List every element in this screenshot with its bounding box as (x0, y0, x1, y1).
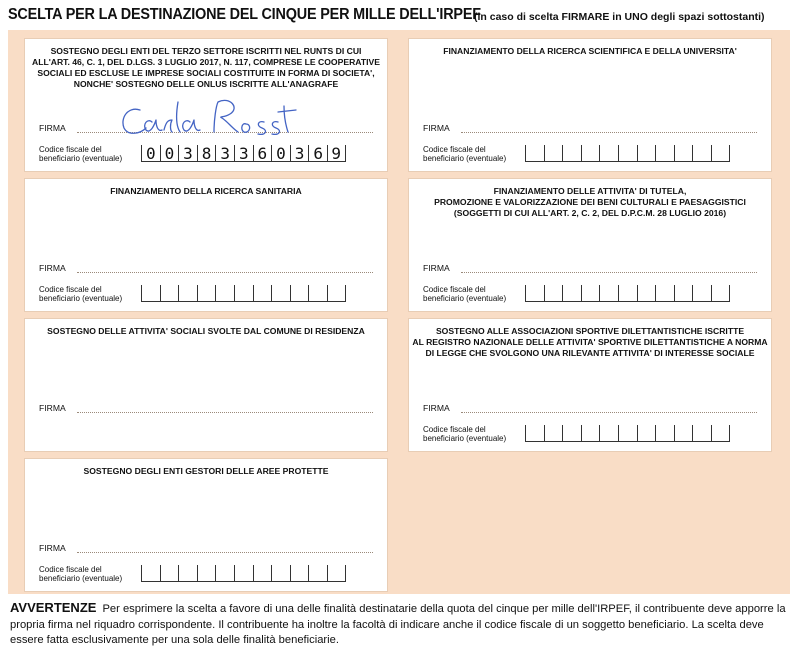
cf-label-line: Codice fiscale del (39, 145, 102, 154)
box-title-line: PROMOZIONE E VALORIZZAZIONE DEI BENI CULTURALI E PAESAGGISTICI (434, 197, 746, 207)
cf-digit-cell[interactable] (581, 425, 600, 442)
cf-digit-cell[interactable] (271, 565, 290, 582)
box-title (25, 466, 387, 477)
handwritten-signature (118, 92, 298, 144)
form-header (8, 6, 794, 32)
box-title (409, 186, 771, 219)
signature-line (461, 272, 757, 273)
cf-digit-cell[interactable]: 9 (327, 145, 346, 162)
signature-field[interactable] (423, 263, 757, 277)
cf-digit-cell[interactable]: 3 (290, 145, 309, 162)
cf-digit-cell[interactable] (525, 285, 544, 302)
box-associazioni-sportive (408, 318, 772, 452)
signature-line (77, 272, 373, 273)
cf-digit-cell[interactable] (544, 425, 563, 442)
cf-label-line: beneficiario (eventuale) (423, 434, 507, 443)
signature-line (461, 412, 757, 413)
cf-digit-cell[interactable] (562, 145, 581, 162)
signature-field[interactable] (423, 123, 757, 137)
cf-label-line: Codice fiscale del (423, 425, 486, 434)
box-title-line: SOSTEGNO DEGLI ENTI GESTORI DELLE AREE PROTETTE (83, 466, 329, 476)
cf-digit-cell[interactable] (327, 285, 346, 302)
cf-label (423, 145, 523, 163)
cf-label (39, 565, 139, 583)
cf-digit-cell[interactable] (655, 285, 674, 302)
box-title (409, 46, 771, 57)
cf-label (39, 145, 139, 163)
cf-digit-cell[interactable] (692, 425, 711, 442)
cf-digit-cell[interactable] (581, 285, 600, 302)
firma-label: FIRMA (39, 123, 66, 133)
cf-digit-cell[interactable] (178, 565, 197, 582)
cf-label-line: beneficiario (eventuale) (39, 154, 123, 163)
cf-digit-cell[interactable] (618, 425, 637, 442)
cf-digit-cell[interactable]: 3 (178, 145, 197, 162)
box-title-line: (SOGGETTI DI CUI ALL'ART. 2, C. 2, DEL D.P.C.M. 28 LUGLIO 2016) (453, 208, 727, 218)
box-beni-culturali (408, 178, 772, 312)
signature-field[interactable] (39, 543, 373, 557)
firma-label: FIRMA (423, 403, 450, 413)
box-ricerca-scientifica (408, 38, 772, 172)
cf-digit-cell[interactable] (674, 285, 693, 302)
cf-digit-cell[interactable] (308, 285, 327, 302)
cf-digit-cell[interactable] (544, 285, 563, 302)
signature-line (77, 552, 373, 553)
cf-digit-cell[interactable] (234, 565, 253, 582)
box-title-line: AL REGISTRO NAZIONALE DELLE ATTIVITA' SPORTIVE DILETTANTISTICHE A NORMA (412, 337, 768, 347)
cf-digit-cell[interactable]: 6 (253, 145, 272, 162)
cf-input[interactable] (525, 145, 730, 162)
cf-digit-cell[interactable] (637, 425, 656, 442)
signature-line (77, 412, 373, 413)
cf-label-line: beneficiario (eventuale) (423, 154, 507, 163)
cf-label-line: beneficiario (eventuale) (423, 294, 507, 303)
box-title-line: SOSTEGNO ALLE ASSOCIAZIONI SPORTIVE DILETTANTISTICHE ISCRITTE (435, 326, 745, 336)
cf-input[interactable] (525, 285, 730, 302)
cf-digit-cell[interactable]: 0 (141, 145, 160, 162)
cf-digit-cell[interactable] (674, 145, 693, 162)
cf-label-line: Codice fiscale del (39, 285, 102, 294)
box-title-line: FINANZIAMENTO DELLA RICERCA SCIENTIFICA E DELLA UNIVERSITA' (443, 46, 737, 56)
cf-digit-cell[interactable] (178, 285, 197, 302)
cf-digit-cell[interactable] (562, 425, 581, 442)
box-title (409, 326, 771, 359)
cf-label-line: Codice fiscale del (39, 565, 102, 574)
cf-digit-cell[interactable] (253, 285, 272, 302)
cf-digit-cell[interactable] (692, 145, 711, 162)
cf-label-line: beneficiario (eventuale) (39, 294, 123, 303)
cf-digit-cell[interactable] (711, 145, 730, 162)
cf-digit-cell[interactable] (215, 565, 234, 582)
form-subtitle: (in caso di scelta FIRMARE in UNO degli spazi sottostanti) (474, 11, 765, 23)
cf-digit-cell[interactable] (197, 565, 216, 582)
warnings-label: AVVERTENZE (10, 600, 97, 615)
cf-digit-cell[interactable] (290, 565, 309, 582)
cf-digit-cell[interactable] (271, 285, 290, 302)
cf-digit-cell[interactable]: 3 (234, 145, 253, 162)
box-title-line: SOCIALI ED ESCLUSE LE IMPRESE SOCIALI COSTITUITE IN FORMA DI SOCIETA', (37, 68, 375, 78)
firma-label: FIRMA (39, 543, 66, 553)
cf-digit-cell[interactable] (215, 285, 234, 302)
firma-label: FIRMA (39, 403, 66, 413)
cf-digit-cell[interactable]: 3 (215, 145, 234, 162)
cf-digit-cell[interactable] (290, 285, 309, 302)
cf-digit-cell[interactable] (525, 145, 544, 162)
box-title-line: NONCHE' SOSTEGNO DELLE ONLUS ISCRITTE ALL'ANAGRAFE (73, 79, 339, 89)
cf-label-line: Codice fiscale del (423, 145, 486, 154)
warnings (10, 600, 786, 649)
cf-input[interactable] (141, 145, 346, 162)
cf-digit-cell[interactable] (327, 565, 346, 582)
cf-label-line: Codice fiscale del (423, 285, 486, 294)
cf-digit-cell[interactable] (711, 285, 730, 302)
cf-digit-cell[interactable]: 6 (308, 145, 327, 162)
box-title-line: FINANZIAMENTO DELLE ATTIVITA' DI TUTELA, (493, 186, 687, 196)
cf-digit-cell[interactable] (562, 285, 581, 302)
cf-input[interactable] (525, 425, 730, 442)
box-title-line: DI LEGGE CHE SVOLGONO UNA RILEVANTE ATTIVITA' DI INTERESSE SOCIALE (425, 348, 755, 358)
firma-label: FIRMA (39, 263, 66, 273)
box-ricerca-sanitaria (24, 178, 388, 312)
cf-label (39, 285, 139, 303)
cf-digit-cell[interactable] (141, 565, 160, 582)
firma-label: FIRMA (423, 263, 450, 273)
cf-digit-cell[interactable] (655, 145, 674, 162)
cf-digit-cell[interactable]: 0 (160, 145, 179, 162)
cf-digit-cell[interactable] (655, 425, 674, 442)
cf-label-line: beneficiario (eventuale) (39, 574, 123, 583)
cf-input[interactable] (141, 285, 346, 302)
cf-digit-cell[interactable] (581, 145, 600, 162)
cf-label (423, 285, 523, 303)
box-title-line: ALL'ART. 46, C. 1, DEL D.LGS. 3 LUGLIO 2017, N. 117, COMPRESE LE COOPERATIVE (32, 57, 380, 67)
cf-digit-cell[interactable] (618, 285, 637, 302)
cf-digit-cell[interactable] (618, 145, 637, 162)
cf-digit-cell[interactable] (599, 425, 618, 442)
cf-digit-cell[interactable] (637, 145, 656, 162)
cf-digit-cell[interactable] (599, 145, 618, 162)
cf-digit-cell[interactable] (160, 565, 179, 582)
box-title-line: FINANZIAMENTO DELLA RICERCA SANITARIA (110, 186, 302, 196)
signature-field[interactable] (39, 263, 373, 277)
cf-digit-cell[interactable] (308, 565, 327, 582)
form-title: SCELTA PER LA DESTINAZIONE DEL CINQUE PER MILLE DELL'IRPEF (8, 6, 481, 23)
cf-digit-cell[interactable] (160, 285, 179, 302)
cf-digit-cell[interactable] (711, 425, 730, 442)
cf-digit-cell[interactable] (253, 565, 272, 582)
box-title (25, 326, 387, 337)
cf-digit-cell[interactable] (141, 285, 160, 302)
cf-digit-cell[interactable] (525, 425, 544, 442)
cf-input[interactable] (141, 565, 346, 582)
signature-field[interactable] (39, 403, 373, 417)
cf-digit-cell[interactable] (197, 285, 216, 302)
cf-digit-cell[interactable] (674, 425, 693, 442)
warnings-text: Per esprimere la scelta a favore di una delle finalità destinatarie della quota del cinque per mille dell'IRPEF, il contribuente deve apporre la propria firma nel riquadro corrispondente. Il contribuente ha inoltre la facoltà di indicare anche il codice fiscale di un soggetto beneficiario. La scelta deve essere fatta esclusivamente per una sola delle finalità beneficiarie. (10, 603, 786, 646)
cf-digit-cell[interactable] (544, 145, 563, 162)
cf-digit-cell[interactable]: 0 (271, 145, 290, 162)
cf-digit-cell[interactable] (637, 285, 656, 302)
firma-label: FIRMA (423, 123, 450, 133)
cf-digit-cell[interactable] (599, 285, 618, 302)
cf-label (423, 425, 523, 443)
box-title-line: SOSTEGNO DEGLI ENTI DEL TERZO SETTORE ISCRITTI NEL RUNTS DI CUI (50, 46, 362, 56)
signature-line (461, 132, 757, 133)
cf-digit-cell[interactable] (692, 285, 711, 302)
box-aree-protette (24, 458, 388, 592)
cf-digit-cell[interactable] (234, 285, 253, 302)
signature-field[interactable] (423, 403, 757, 417)
box-title (25, 46, 387, 90)
cf-digit-cell[interactable]: 8 (197, 145, 216, 162)
box-title-line: SOSTEGNO DELLE ATTIVITA' SOCIALI SVOLTE DAL COMUNE DI RESIDENZA (47, 326, 365, 336)
box-comune-residenza (24, 318, 388, 452)
box-title (25, 186, 387, 197)
